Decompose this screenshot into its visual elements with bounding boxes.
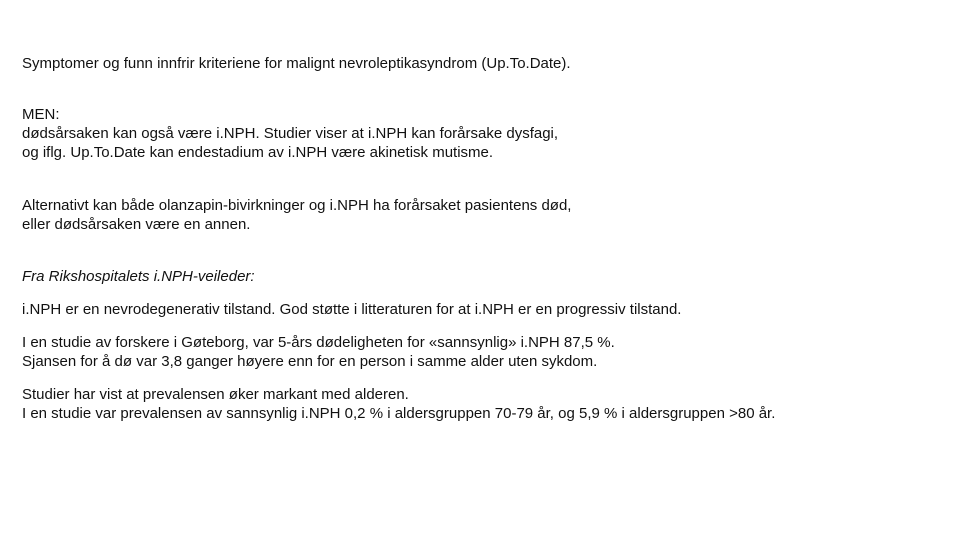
alternative-line-2: eller dødsårsaken være en annen. [22, 216, 251, 233]
mortality-paragraph [22, 333, 615, 371]
progressive-line: i.NPH er en nevrodegenerativ tilstand. God støtte i litteraturen for at i.NPH er en progressiv tilstand. [22, 301, 682, 318]
prevalence-line-1: Studier har vist at prevalensen øker markant med alderen. [22, 386, 409, 403]
source-heading-text: Fra Rikshospitalets i.NPH-veileder: [22, 268, 255, 285]
mortality-line-1: I en studie av forskere i Gøteborg, var 5-års dødeligheten for «sannsynlig» i.NPH 87,5 %. [22, 334, 615, 351]
men-line-1: dødsårsaken kan også være i.NPH. Studier viser at i.NPH kan forårsake dysfagi, [22, 125, 559, 142]
men-line-2: og iflg. Up.To.Date kan endestadium av i.NPH være akinetisk mutisme. [22, 144, 494, 161]
men-heading: MEN: [22, 106, 60, 123]
intro-paragraph [22, 54, 571, 73]
progressive-paragraph [22, 300, 681, 319]
prevalence-paragraph [22, 385, 775, 423]
prevalence-line-2: I en studie var prevalensen av sannsynlig i.NPH 0,2 % i aldersgruppen 70-79 år, og 5,9 % i aldersgruppen >80 år. [22, 405, 776, 422]
alternative-line-1: Alternativt kan både olanzapin-bivirkninger og i.NPH ha forårsaket pasientens død, [22, 197, 572, 214]
mortality-line-2: Sjansen for å dø var 3,8 ganger høyere enn for en person i samme alder uten sykdom. [22, 353, 598, 370]
source-heading [22, 267, 255, 286]
alternative-paragraph [22, 196, 571, 234]
men-paragraph [22, 105, 558, 162]
intro-line: Symptomer og funn innfrir kriteriene for malignt nevroleptikasyndrom (Up.To.Date). [22, 55, 571, 72]
